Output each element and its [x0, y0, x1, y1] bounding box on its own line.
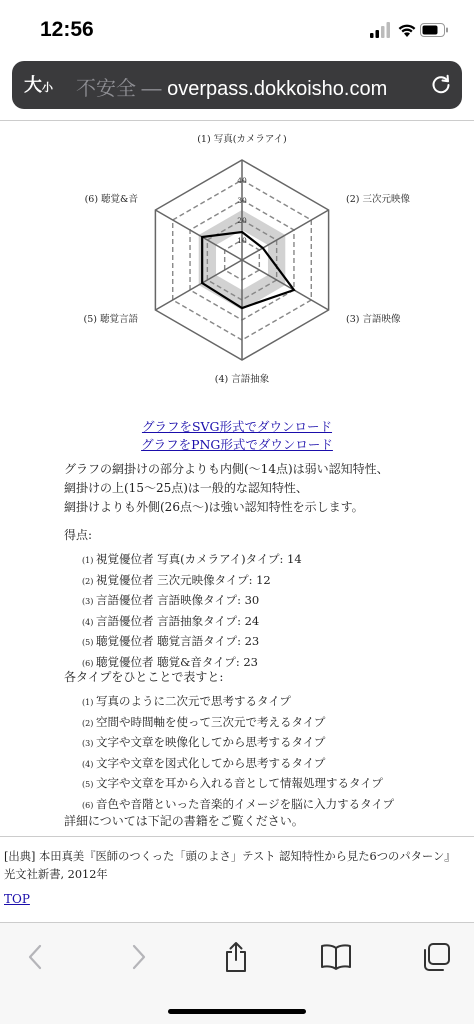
signal-icon [370, 22, 390, 38]
browser-toolbar [0, 923, 474, 1024]
source-line: 光文社新書, 2012年 [4, 868, 108, 881]
share-icon[interactable] [216, 937, 256, 977]
item-text: 聴覚優位者 聴覚&音タイプ: 23 [96, 654, 258, 669]
source-citation [4, 848, 456, 884]
item-text: 言語優位者 言語映像タイプ: 30 [96, 593, 260, 607]
back-icon[interactable] [16, 937, 56, 977]
tick-label: 30 [237, 196, 247, 205]
axis-label: (3) 言語映像 [346, 314, 401, 325]
tick-label: 10 [237, 236, 247, 245]
text-size-small-label: 小 [42, 82, 53, 94]
item-number: (6) [82, 800, 94, 810]
source-divider [0, 836, 474, 837]
url-text[interactable] [76, 72, 387, 101]
list-item [82, 713, 394, 734]
explanation-line: グラフの網掛けの部分よりも内側(〜14点)は弱い認知特性、 [64, 462, 389, 476]
forward-icon[interactable] [118, 937, 158, 977]
tick-label: 40 [237, 176, 247, 185]
tick-label: 20 [237, 216, 247, 225]
axis-label: (6) 聴覚&音 [84, 194, 138, 205]
item-number: (3) [82, 597, 94, 606]
insecure-label: 不安全 — [76, 78, 162, 100]
list-item [82, 692, 394, 713]
status-icons [370, 20, 450, 44]
axis-label: (2) 三次元映像 [346, 194, 410, 205]
download-links [0, 418, 474, 454]
item-text: 視覚優位者 三次元映像タイプ: 12 [96, 572, 271, 587]
list-item [82, 591, 302, 612]
list-item [82, 571, 302, 592]
explanation-line: 網掛けよりも外側(26点〜)は強い認知特性を示します。 [64, 500, 364, 514]
item-text: 写真のように二次元で思考するタイプ [96, 694, 291, 708]
list-item [82, 612, 302, 633]
reload-icon[interactable] [430, 73, 452, 99]
battery-icon [421, 24, 449, 37]
list-item [82, 774, 394, 795]
list-item [82, 632, 302, 653]
status-bar [0, 0, 474, 58]
explanation-line: 網掛けの上(15〜25点)は一般的な認知特性、 [64, 481, 308, 495]
home-indicator [168, 1009, 306, 1014]
details-text: 詳細については下記の書籍をご覧ください。 [64, 814, 304, 828]
item-number: (2) [82, 718, 94, 728]
download-png-link[interactable]: グラフをPNG形式でダウンロード [141, 437, 333, 452]
scores-heading: 得点: [64, 528, 93, 542]
list-item [82, 550, 302, 571]
item-number: (3) [82, 739, 94, 748]
item-text: 視覚優位者 写真(カメラアイ)タイプ: 14 [96, 552, 302, 566]
text-size-large-label: 大 [24, 75, 42, 95]
item-number: (5) [82, 780, 94, 789]
list-item [82, 754, 394, 775]
source-line: [出典] 本田真美『医師のつくった「頭のよさ」テスト 認知特性から見た6つのパターン』 [4, 850, 456, 863]
download-svg-link[interactable]: グラフをSVG形式でダウンロード [141, 419, 333, 434]
item-text: 空間や時間軸を使って三次元で考えるタイプ [96, 714, 326, 729]
item-text: 言語優位者 言語抽象タイプ: 24 [96, 613, 260, 628]
type-list [82, 692, 394, 815]
top-link[interactable]: TOP [4, 892, 30, 906]
address-bar-area [0, 58, 474, 120]
score-list [82, 550, 302, 673]
item-number: (4) [82, 617, 94, 627]
bookmarks-icon[interactable] [316, 937, 356, 977]
item-number: (1) [82, 556, 94, 565]
item-number: (2) [82, 576, 94, 586]
item-text: 文字や文章を耳から入れる音として情報処理するタイプ [96, 776, 383, 790]
page-divider [0, 120, 474, 121]
tabs-icon[interactable] [416, 937, 456, 977]
item-number: (1) [82, 698, 94, 707]
item-text: 文字や文章を映像化してから思考するタイプ [96, 735, 326, 749]
item-number: (5) [82, 638, 94, 647]
url-domain: overpass.dokkoisho.com [167, 78, 388, 100]
status-time: 12:56 [40, 18, 94, 41]
wifi-icon [399, 25, 416, 37]
axis-label: (4) 言語抽象 [214, 374, 270, 385]
axis-label: (5) 聴覚言語 [83, 314, 138, 325]
types-heading: 各タイプをひとことで表すと: [64, 670, 224, 684]
text-size-button[interactable] [24, 71, 53, 97]
address-bar[interactable] [12, 61, 462, 109]
item-text: 音色や音階といった音楽的イメージを脳に入力するタイプ [96, 796, 395, 811]
list-item [82, 733, 394, 754]
item-text: 文字や文章を図式化してから思考するタイプ [96, 755, 326, 770]
item-number: (6) [82, 658, 94, 668]
item-text: 聴覚優位者 聴覚言語タイプ: 23 [96, 634, 260, 648]
radar-chart [70, 128, 420, 390]
item-number: (4) [82, 759, 94, 769]
axis-label: (1) 写真(カメラアイ) [197, 134, 287, 145]
